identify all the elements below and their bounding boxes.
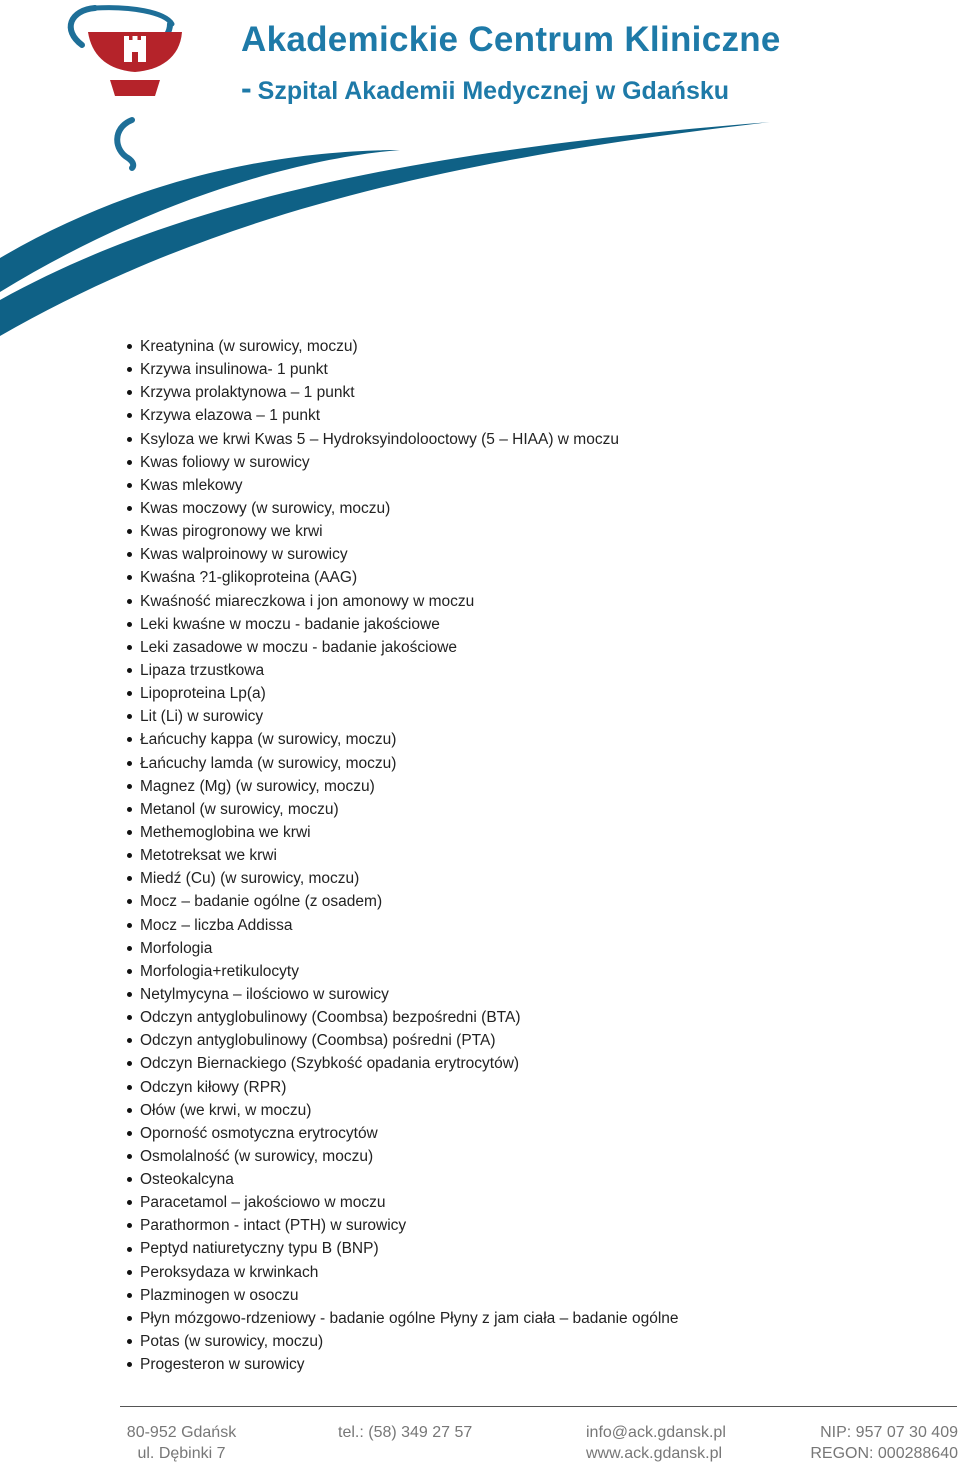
- bullet-icon: [127, 946, 132, 951]
- bullet-icon: [127, 969, 132, 974]
- bullet-icon: [127, 1108, 132, 1113]
- list-item: [124, 590, 679, 613]
- subtitle-dash: -: [241, 70, 252, 106]
- list-item: [124, 1122, 679, 1145]
- bullet-icon: [127, 1061, 132, 1066]
- bullet-icon: [127, 1316, 132, 1321]
- list-item: [124, 914, 679, 937]
- bullet-icon: [127, 529, 132, 534]
- institution-subtitle: [241, 70, 729, 107]
- footer-divider: [120, 1406, 957, 1407]
- bullet-icon: [127, 552, 132, 557]
- bullet-icon: [127, 1362, 132, 1367]
- footer-phone-block: [338, 1422, 472, 1443]
- list-item: [124, 1191, 679, 1214]
- bullet-icon: [127, 344, 132, 349]
- list-item: [124, 682, 679, 705]
- bullet-icon: [127, 1177, 132, 1182]
- list-item: [124, 983, 679, 1006]
- list-item-label: Kwas walproinowy w surowicy: [140, 546, 348, 564]
- bullet-icon: [127, 1247, 132, 1252]
- bullet-icon: [127, 992, 132, 997]
- footer-address: [124, 1422, 239, 1464]
- list-item: [124, 1076, 679, 1099]
- footer-contact: [586, 1422, 726, 1464]
- bullet-icon: [127, 1223, 132, 1228]
- list-item-label: Metanol (w surowicy, moczu): [140, 800, 339, 818]
- list-item-label: Odczyn kiłowy (RPR): [140, 1078, 287, 1096]
- list-item: [124, 1307, 679, 1330]
- bullet-icon: [127, 367, 132, 372]
- bullet-icon: [127, 622, 132, 627]
- bullet-icon: [127, 1015, 132, 1020]
- bullet-icon: [127, 876, 132, 881]
- list-item: [124, 381, 679, 404]
- bullet-icon: [127, 830, 132, 835]
- list-item-label: Lipaza trzustkowa: [140, 661, 265, 679]
- bullet-icon: [127, 761, 132, 766]
- list-item: [124, 1353, 679, 1376]
- list-item-label: Łańcuchy lamda (w surowicy, moczu): [140, 754, 397, 772]
- list-item-label: Potas (w surowicy, moczu): [140, 1333, 324, 1351]
- bullet-icon: [127, 460, 132, 465]
- list-item-label: Kwas pirogronowy we krwi: [140, 523, 323, 541]
- list-item: [124, 844, 679, 867]
- list-item: [124, 335, 679, 358]
- list-item-label: Krzywa prolaktynowa – 1 punkt: [140, 384, 355, 402]
- list-item-label: Krzywa insulinowa- 1 punkt: [140, 361, 328, 379]
- list-item: [124, 1006, 679, 1029]
- footer-nip: NIP: 957 07 30 409: [820, 1424, 958, 1441]
- list-item: [124, 1261, 679, 1284]
- footer-postal: 80-952 Gdańsk: [126, 1424, 237, 1441]
- subtitle-text: Szpital Akademii Medycznej w Gdańsku: [257, 77, 730, 105]
- list-item-label: Kwas moczowy (w surowicy, moczu): [140, 499, 391, 517]
- bullet-icon: [127, 506, 132, 511]
- bullet-icon: [127, 1131, 132, 1136]
- header-swoosh: [0, 122, 770, 336]
- list-item: [124, 1099, 679, 1122]
- list-item-label: Paracetamol – jakościowo w moczu: [140, 1194, 386, 1212]
- bullet-icon: [127, 1154, 132, 1159]
- list-item: [124, 404, 679, 427]
- list-item-label: Methemoglobina we krwi: [140, 823, 311, 841]
- footer-website[interactable]: www.ack.gdansk.pl: [586, 1445, 723, 1462]
- list-item-label: Morfologia+retikulocyty: [140, 962, 299, 980]
- bullet-icon: [127, 1270, 132, 1275]
- footer-phone: tel.: (58) 349 27 57: [338, 1424, 473, 1441]
- list-item-label: Płyn mózgowo-rdzeniowy - badanie ogólne Płyny z jam ciała – badanie ogólne: [140, 1309, 679, 1327]
- bullet-icon: [127, 714, 132, 719]
- bullet-icon: [127, 1200, 132, 1205]
- bullet-icon: [127, 853, 132, 858]
- list-item: [124, 1330, 679, 1353]
- list-item-label: Leki zasadowe w moczu - badanie jakościowe: [140, 638, 458, 656]
- list-item: [124, 358, 679, 381]
- list-item: [124, 636, 679, 659]
- list-item-label: Miedź (Cu) (w surowicy, moczu): [140, 870, 360, 888]
- bullet-icon: [127, 899, 132, 904]
- list-item-label: Netylmycyna – ilościowo w surowicy: [140, 985, 389, 1003]
- list-item-label: Parathormon - intact (PTH) w surowicy: [140, 1217, 407, 1235]
- list-item: [124, 428, 679, 451]
- bullet-icon: [127, 390, 132, 395]
- footer-email[interactable]: info@ack.gdansk.pl: [586, 1424, 726, 1441]
- list-item-label: Lipoproteina Lp(a): [140, 685, 266, 703]
- list-item-label: Odczyn antyglobulinowy (Coombsa) bezpośredni (BTA): [140, 1009, 521, 1027]
- list-item-label: Morfologia: [140, 939, 213, 957]
- footer-regon: REGON: 000288640: [810, 1445, 958, 1462]
- bullet-icon: [127, 437, 132, 442]
- list-item-label: Mocz – liczba Addissa: [140, 916, 293, 934]
- list-item-label: Odczyn Biernackiego (Szybkość opadania erytrocytów): [140, 1055, 520, 1073]
- list-item: [124, 821, 679, 844]
- list-item-label: Plazminogen w osoczu: [140, 1286, 299, 1304]
- list-item: [124, 798, 679, 821]
- bullet-icon: [127, 737, 132, 742]
- bullet-icon: [127, 483, 132, 488]
- list-item-label: Ksyloza we krwi Kwas 5 – Hydroksyindolooctowy (5 – HIAA) w moczu: [140, 430, 619, 448]
- list-item: [124, 1237, 679, 1260]
- bullet-icon: [127, 923, 132, 928]
- list-item-label: Łańcuchy kappa (w surowicy, moczu): [140, 731, 397, 749]
- list-item-label: Kwaśna ?1-glikoproteina (AAG): [140, 569, 358, 587]
- list-item: [124, 659, 679, 682]
- list-item-label: Kreatynina (w surowicy, moczu): [140, 338, 358, 355]
- list-item-label: Peroksydaza w krwinkach: [140, 1263, 319, 1281]
- bullet-icon: [127, 413, 132, 418]
- list-item: [124, 937, 679, 960]
- list-item: [124, 775, 679, 798]
- list-item: [124, 497, 679, 520]
- list-item: [124, 1284, 679, 1307]
- bullet-icon: [127, 1038, 132, 1043]
- test-list: [124, 335, 679, 1376]
- list-item-label: Magnez (Mg) (w surowicy, moczu): [140, 777, 375, 795]
- list-item-label: Peptyd natiuretyczny typu B (BNP): [140, 1240, 379, 1258]
- list-item: [124, 1052, 679, 1075]
- bullet-icon: [127, 1293, 132, 1298]
- bullet-icon: [127, 1085, 132, 1090]
- list-item: [124, 474, 679, 497]
- list-item-label: Osteokalcyna: [140, 1171, 234, 1189]
- list-item-label: Mocz – badanie ogólne (z osadem): [140, 893, 383, 911]
- list-item: [124, 705, 679, 728]
- bullet-icon: [127, 1339, 132, 1344]
- caduceus-logo-icon: [71, 8, 182, 168]
- list-item-label: Lit (Li) w surowicy: [140, 708, 264, 726]
- list-item-label: Metotreksat we krwi: [140, 847, 277, 865]
- list-item: [124, 543, 679, 566]
- list-item-label: Krzywa elazowa – 1 punkt: [140, 407, 321, 425]
- list-item-label: Leki kwaśne w moczu - badanie jakościowe: [140, 615, 440, 633]
- bullet-icon: [127, 575, 132, 580]
- list-item: [124, 613, 679, 636]
- list-item: [124, 890, 679, 913]
- list-item: [124, 520, 679, 543]
- list-item: [124, 1145, 679, 1168]
- list-item-label: Osmolalność (w surowicy, moczu): [140, 1147, 374, 1165]
- list-item: [124, 752, 679, 775]
- bullet-icon: [127, 691, 132, 696]
- list-item: [124, 867, 679, 890]
- bullet-icon: [127, 668, 132, 673]
- list-item: [124, 728, 679, 751]
- list-item: [124, 960, 679, 983]
- list-item-label: Oporność osmotyczna erytrocytów: [140, 1124, 378, 1142]
- bullet-icon: [127, 645, 132, 650]
- list-item: [124, 1214, 679, 1237]
- bullet-icon: [127, 807, 132, 812]
- list-item: [124, 451, 679, 474]
- list-item-label: Progesteron w surowicy: [140, 1356, 305, 1374]
- list-item-label: Kwas foliowy w surowicy: [140, 453, 310, 471]
- list-item-label: Kwaśność miareczkowa i jon amonowy w moczu: [140, 592, 475, 610]
- list-item-label: Ołów (we krwi, w moczu): [140, 1101, 312, 1119]
- list-item-label: Odczyn antyglobulinowy (Coombsa) pośredni (PTA): [140, 1032, 496, 1050]
- institution-title: Akademickie Centrum Kliniczne: [241, 20, 781, 59]
- list-item: [124, 1168, 679, 1191]
- list-item: [124, 1029, 679, 1052]
- list-item: [124, 566, 679, 589]
- list-item-label: Kwas mlekowy: [140, 476, 243, 494]
- bullet-icon: [127, 599, 132, 604]
- bullet-icon: [127, 784, 132, 789]
- footer-street: ul. Dębinki 7: [137, 1445, 226, 1462]
- footer-registry: [790, 1422, 958, 1464]
